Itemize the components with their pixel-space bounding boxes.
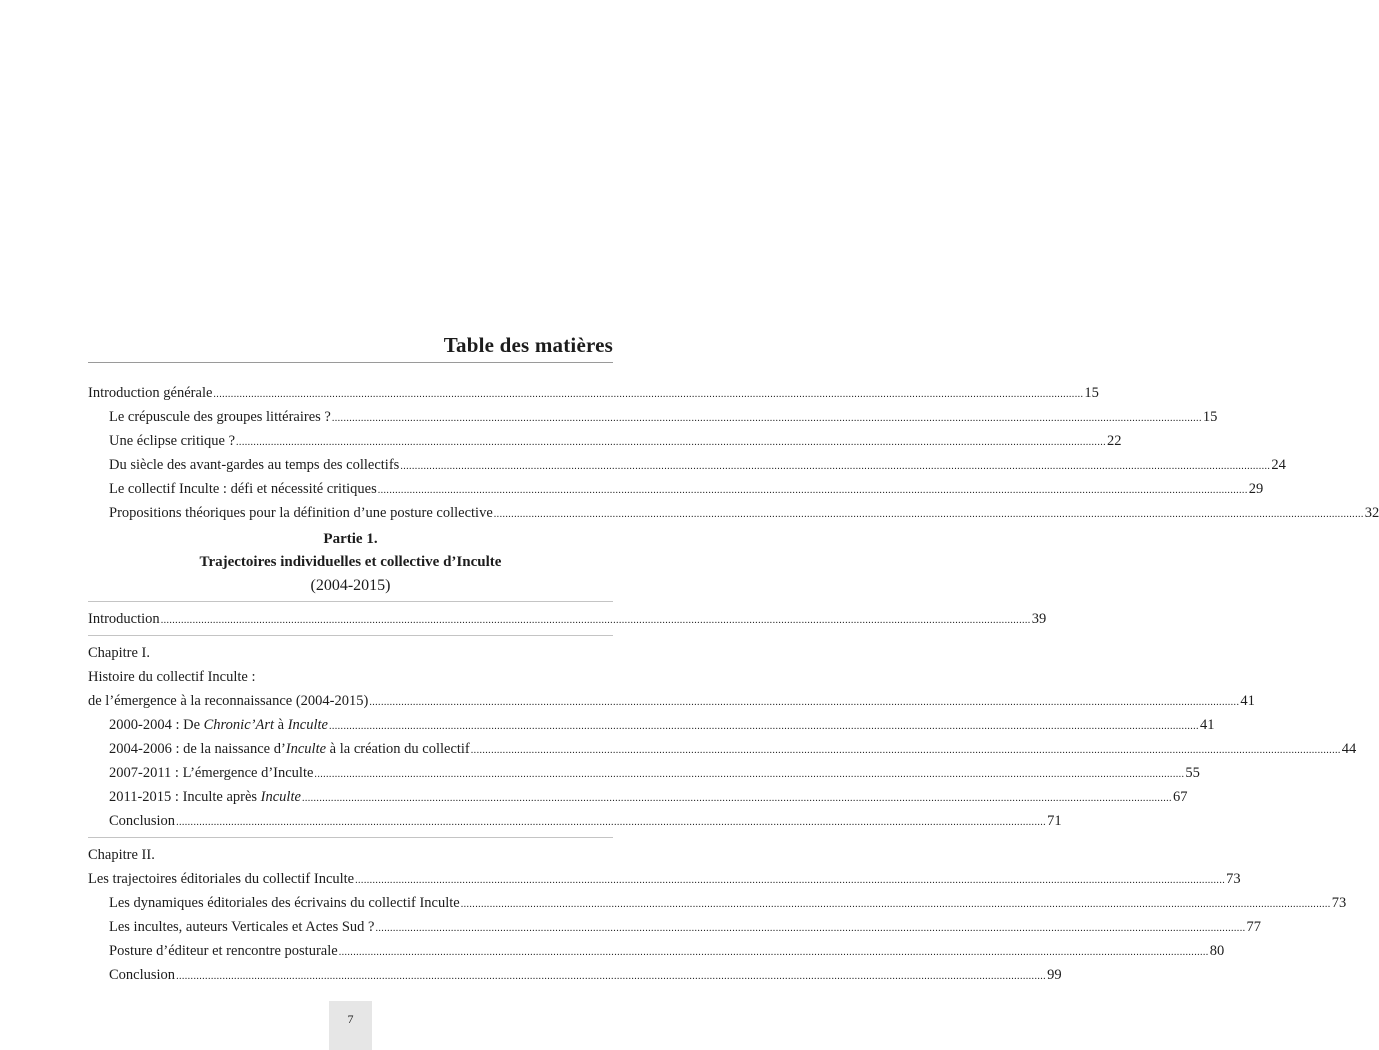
toc-entry[interactable]: 2004-2006 : de la naissance d’Inculte à la création du collectif ............................................................................................................................................................................................................................................................................................................ 44 — [88, 737, 613, 761]
leader-dots: ............................................................................................................................................................................................................................................................................................................ — [176, 817, 1047, 828]
toc-entry[interactable]: Conclusion ............................................................................................................................................................................................................................................................................................................ 99 — [88, 963, 613, 987]
toc-entry-intro-generale[interactable]: Introduction générale ............................................................................................................................................................................................................................................................................................................ 15 — [88, 381, 613, 405]
part-dates: (2004-2015) — [310, 577, 391, 594]
chapter-label: Chapitre I. — [88, 645, 151, 661]
chapter-label: Chapitre II. — [88, 847, 155, 863]
leader-dots: ............................................................................................................................................................................................................................................................................................................ — [314, 769, 1185, 780]
part-subtitle: Trajectoires individuelles et collective d’Inculte — [199, 554, 502, 570]
leader-dots: ............................................................................................................................................................................................................................................................................................................ — [338, 947, 1209, 958]
leader-dots: ............................................................................................................................................................................................................................................................................................................ — [301, 793, 1172, 804]
toc-entry-chapter2[interactable]: Les trajectoires éditoriales du collectif Inculte ............................................................................................................................................................................................................................................................................................................ 73 — [88, 867, 613, 891]
part-label: Partie 1. — [323, 531, 378, 547]
leader-dots: ............................................................................................................................................................................................................................................................................................................ — [377, 485, 1248, 496]
page-number: 7 — [329, 1001, 372, 1050]
title-rule — [88, 362, 613, 363]
toc-entry[interactable]: Conclusion ............................................................................................................................................................................................................................................................................................................ 71 — [88, 809, 613, 833]
toc-entry[interactable]: 2011-2015 : Inculte après Inculte ............................................................................................................................................................................................................................................................................................................ 67 — [88, 785, 613, 809]
toc-entry[interactable]: Du siècle des avant-gardes au temps des collectifs ............................................................................................................................................................................................................................................................................................................ 24 — [88, 453, 613, 477]
toc-entry-part1-intro[interactable]: Introduction ............................................................................................................................................................................................................................................................................................................ 39 — [88, 607, 613, 631]
toc-entry[interactable]: Le crépuscule des groupes littéraires ? ............................................................................................................................................................................................................................................................................................................ 15 — [88, 405, 613, 429]
table-of-contents — [88, 381, 1379, 987]
leader-dots: ............................................................................................................................................................................................................................................................................................................ — [375, 923, 1246, 934]
part-heading — [88, 528, 613, 597]
leader-dots: ............................................................................................................................................................................................................................................................................................................ — [355, 875, 1226, 886]
leader-dots: ............................................................................................................................................................................................................................................................................................................ — [493, 509, 1364, 520]
leader-dots: ............................................................................................................................................................................................................................................................................................................ — [470, 745, 1341, 756]
leader-dots: ............................................................................................................................................................................................................................................................................................................ — [176, 971, 1047, 982]
leader-dots: ............................................................................................................................................................................................................................................................................................................ — [400, 461, 1271, 472]
chapter-title: Histoire du collectif Inculte : — [88, 669, 256, 685]
toc-entry[interactable]: Les dynamiques éditoriales des écrivains du collectif Inculte ............................................................................................................................................................................................................................................................................................................ 73 — [88, 891, 613, 915]
leader-dots: ............................................................................................................................................................................................................................................................................................................ — [236, 437, 1107, 448]
leader-dots: ............................................................................................................................................................................................................................................................................................................ — [213, 389, 1084, 400]
leader-dots: ............................................................................................................................................................................................................................................................................................................ — [331, 413, 1202, 424]
leader-dots: ............................................................................................................................................................................................................................................................................................................ — [369, 697, 1240, 708]
toc-entry[interactable]: 2000-2004 : De Chronic’Art à Inculte ............................................................................................................................................................................................................................................................................................................ 41 — [88, 713, 613, 737]
toc-entry[interactable]: Propositions théoriques pour la définition d’une posture collective ............................................................................................................................................................................................................................................................................................................ 32 — [88, 501, 613, 525]
leader-dots: ............................................................................................................................................................................................................................................................................................................ — [160, 615, 1031, 626]
leader-dots: ............................................................................................................................................................................................................................................................................................................ — [328, 721, 1199, 732]
page-title: Table des matières — [443, 333, 613, 357]
leader-dots: ............................................................................................................................................................................................................................................................................................................ — [460, 899, 1331, 910]
toc-entry[interactable]: Posture d’éditeur et rencontre posturale ............................................................................................................................................................................................................................................................................................................ 80 — [88, 939, 613, 963]
section-divider — [88, 601, 613, 602]
toc-entry-chapter1[interactable]: de l’émergence à la reconnaissance (2004-2015) ............................................................................................................................................................................................................................................................................................................ 41 — [88, 689, 613, 713]
toc-entry[interactable]: 2007-2011 : L’émergence d’Inculte ............................................................................................................................................................................................................................................................................................................ 55 — [88, 761, 613, 785]
toc-entry[interactable]: Le collectif Inculte : défi et nécessité critiques ............................................................................................................................................................................................................................................................................................................ 29 — [88, 477, 613, 501]
toc-entry[interactable]: Les incultes, auteurs Verticales et Actes Sud ? ............................................................................................................................................................................................................................................................................................................ 77 — [88, 915, 613, 939]
section-divider — [88, 635, 613, 636]
toc-entry[interactable]: Une éclipse critique ? ............................................................................................................................................................................................................................................................................................................ 22 — [88, 429, 613, 453]
section-divider — [88, 837, 613, 838]
